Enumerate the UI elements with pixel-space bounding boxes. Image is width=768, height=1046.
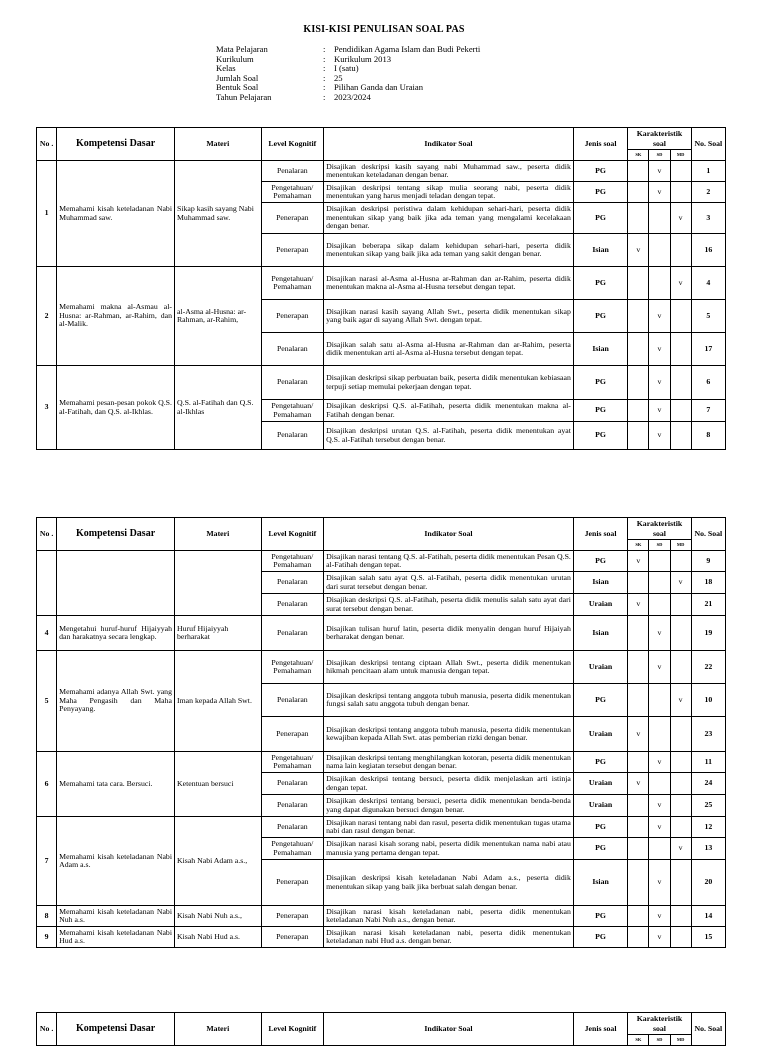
col-header-level: Level Kognitif [261,518,323,551]
md-check-cell [670,400,691,422]
no-soal-cell: 11 [691,752,725,773]
meta-colon: : [323,53,326,64]
no-soal-cell: 13 [691,838,725,860]
sk-check-cell [628,267,649,300]
sk-check-cell [628,906,649,927]
col-header-karakteristik: Karakteristik soal [628,1013,691,1035]
md-check-cell [670,817,691,838]
table-row [37,616,726,651]
jenis-soal-cell: Isian [573,860,627,906]
col-header-karakteristik: Karakteristik soal [628,518,691,540]
sd-check-cell [649,838,670,860]
indikator-soal-cell: Disajikan beberapa sikap dalam kehidupan sehari-hari, peserta didik menentukan sikap yang baik jika ada teman yang sakit dengan benar. [324,234,574,267]
md-check-cell [670,594,691,616]
level-kognitif-cell: Pengetahuan/ Pemahaman [261,267,323,300]
level-kognitif-cell: Penalaran [261,333,323,366]
grid-table-1 [36,127,726,450]
sd-check-cell [649,773,670,795]
sk-check-cell: v [628,594,649,616]
table-row [37,906,726,927]
col-header-karakteristik: Karakteristik soal [628,128,691,150]
sd-check-cell: v [649,860,670,906]
jenis-soal-cell: PG [573,422,627,450]
indikator-soal-cell: Disajikan deskripsi peristiwa dalam kehidupan sehari-hari, peserta didik menentukan sikap yang baik jika ada teman yang mengalami kecelakaan dengan benar. [324,203,574,234]
meta-label: Jumlah Soal [216,72,259,83]
md-check-cell [670,551,691,572]
kompetensi-dasar-cell: Memahami pesan-pesan pokok Q.S. al-Fatihah, dan Q.S. al-Ikhlas. [57,366,175,450]
materi-cell: al-Asma al-Husna: ar-Rahman, ar-Rahim, [174,267,261,366]
col-header-md: MD [670,540,691,551]
level-kognitif-cell: Penalaran [261,422,323,450]
no-soal-cell: 6 [691,366,725,400]
indikator-soal-cell: Disajikan deskripsi Q.S. al-Fatihah, peserta didik menentukan makna al-Fatihah dengan benar. [324,400,574,422]
indikator-soal-cell: Disajikan deskripsi urutan Q.S. al-Fatihah, peserta didik menentukan ayat Q.S. al-Fatihah tersebut dengan benar. [324,422,574,450]
materi-cell: Kisah Nabi Nuh a.s., [174,906,261,927]
no-soal-cell: 10 [691,684,725,717]
col-header-kd: Kompetensi Dasar [57,518,175,551]
md-check-cell [670,333,691,366]
sk-check-cell [628,616,649,651]
sd-check-cell: v [649,906,670,927]
no-soal-cell: 21 [691,594,725,616]
jenis-soal-cell: Isian [573,333,627,366]
col-header-no-soal: No. Soal [691,1013,725,1046]
md-check-cell [670,422,691,450]
md-check-cell [670,651,691,684]
md-check-cell [670,234,691,267]
table-row [37,366,726,400]
no-soal-cell: 23 [691,717,725,752]
no-soal-cell: 25 [691,795,725,817]
sd-check-cell: v [649,616,670,651]
no-soal-cell: 4 [691,267,725,300]
sk-check-cell [628,422,649,450]
level-kognitif-cell: Pengetahuan/ Pemahaman [261,551,323,572]
kompetensi-dasar-cell: Memahami tata cara. Bersuci. [57,752,175,817]
col-header-no: No . [37,518,57,551]
col-header-no: No . [37,128,57,161]
table-row [37,267,726,300]
kompetensi-dasar-cell: Memahami kisah keteladanan Nabi Muhammad saw. [57,161,175,267]
level-kognitif-cell: Penalaran [261,817,323,838]
grid-table-3-header [36,1012,726,1046]
level-kognitif-cell: Pengetahuan/ Pemahaman [261,651,323,684]
meta-colon: : [323,63,326,74]
level-kognitif-cell: Penalaran [261,616,323,651]
meta-colon: : [323,44,326,54]
level-kognitif-cell: Penerapan [261,717,323,752]
col-header-indikator: Indikator Soal [324,128,574,161]
sd-check-cell [649,267,670,300]
level-kognitif-cell: Pengetahuan/ Pemahaman [261,838,323,860]
col-header-jenis: Jenis soal [573,128,627,161]
indikator-soal-cell: Disajikan narasi al-Asma al-Husna ar-Rahman dan ar-Rahim, peserta didik menentukan makna al-Asma al-Husna tersebut dengan tepat. [324,267,574,300]
materi-cell: Huruf Hijaiyyah berharakat [174,616,261,651]
sk-check-cell [628,817,649,838]
no-soal-cell: 7 [691,400,725,422]
materi-cell: Iman kepada Allah Swt. [174,651,261,752]
md-check-cell [670,161,691,182]
sd-check-cell: v [649,161,670,182]
level-kognitif-cell: Penalaran [261,773,323,795]
indikator-soal-cell: Disajikan deskripsi tentang sikap mulia seorang nabi, peserta didik menentukan yang harus menjadi teladan dengan tepat. [324,182,574,203]
md-check-cell: v [670,572,691,594]
kd-number: 9 [37,927,57,948]
sd-check-cell [649,594,670,616]
md-check-cell [670,795,691,817]
kompetensi-dasar-cell [57,551,175,616]
indikator-soal-cell: Disajikan deskripsi kisah keteladanan Nabi Adam a.s., peserta didik menentukan sikap yang baik jika berbuat salah dengan benar. [324,860,574,906]
meta-colon: : [323,72,326,83]
sk-check-cell: v [628,551,649,572]
level-kognitif-cell: Penalaran [261,795,323,817]
no-soal-cell: 1 [691,161,725,182]
jenis-soal-cell: PG [573,182,627,203]
md-check-cell: v [670,684,691,717]
jenis-soal-cell: Uraian [573,651,627,684]
table-row [37,817,726,838]
indikator-soal-cell: Disajikan salah satu ayat Q.S. al-Fatihah, peserta didik menentukan urutan dari surat tersebut dengan benar. [324,572,574,594]
meta-value: 25 [334,72,343,83]
no-soal-cell: 12 [691,817,725,838]
document-meta [216,45,480,103]
indikator-soal-cell: Disajikan deskripsi tentang anggota tubuh manusia, peserta didik menentukan fungsi salah satu anggota tubuh dengan benar. [324,684,574,717]
sd-check-cell: v [649,366,670,400]
sd-check-cell [649,234,670,267]
col-header-materi: Materi [174,518,261,551]
kd-number: 3 [37,366,57,450]
md-check-cell [670,906,691,927]
col-header-sk: SK [628,540,649,551]
table-row [37,551,726,572]
kompetensi-dasar-cell: Memahami kisah keteladanan Nabi Adam a.s. [57,817,175,906]
meta-row [216,93,480,103]
meta-label: Tahun Pelajaran [216,91,272,102]
materi-cell: Ketentuan bersuci [174,752,261,817]
jenis-soal-cell: Uraian [573,717,627,752]
md-check-cell [670,300,691,333]
col-header-indikator: Indikator Soal [324,1013,574,1046]
col-header-materi: Materi [174,128,261,161]
sk-check-cell [628,300,649,333]
no-soal-cell: 2 [691,182,725,203]
indikator-soal-cell: Disajikan deskripsi tentang bersuci, peserta didik menjelaskan arti istinja dengan tepat. [324,773,574,795]
meta-value: Pilihan Ganda dan Uraian [334,82,424,93]
level-kognitif-cell: Pengetahuan/ Pemahaman [261,752,323,773]
kd-number: 7 [37,817,57,906]
sk-check-cell [628,203,649,234]
col-header-jenis: Jenis soal [573,1013,627,1046]
md-check-cell: v [670,838,691,860]
no-soal-cell: 8 [691,422,725,450]
level-kognitif-cell: Penalaran [261,161,323,182]
jenis-soal-cell: Isian [573,572,627,594]
col-header-materi: Materi [174,1013,261,1046]
kd-number: 4 [37,616,57,651]
sk-check-cell [628,161,649,182]
indikator-soal-cell: Disajikan deskripsi tentang anggota tubuh manusia, peserta didik menentukan kewajiban kepada Allah Swt. atas pemberian rizki dengan benar. [324,717,574,752]
kompetensi-dasar-cell: Memahami makna al-Asmau al-Husna: ar-Rahman, ar-Rahim, dan al-Malik. [57,267,175,366]
indikator-soal-cell: Disajikan deskripsi Q.S. al-Fatihah, peserta didik menulis salah satu ayat dari surat tersebut dengan benar. [324,594,574,616]
col-header-sd: SD [649,150,670,161]
jenis-soal-cell: Uraian [573,773,627,795]
md-check-cell [670,927,691,948]
jenis-soal-cell: Uraian [573,594,627,616]
col-header-sd: SD [649,540,670,551]
jenis-soal-cell: PG [573,927,627,948]
jenis-soal-cell: PG [573,684,627,717]
sk-check-cell [628,182,649,203]
sk-check-cell: v [628,773,649,795]
sd-check-cell: v [649,752,670,773]
kd-number: 5 [37,651,57,752]
sd-check-cell: v [649,182,670,203]
col-header-sk: SK [628,150,649,161]
sk-check-cell [628,795,649,817]
level-kognitif-cell: Penalaran [261,684,323,717]
sd-check-cell [649,203,670,234]
col-header-indikator: Indikator Soal [324,518,574,551]
sd-check-cell: v [649,817,670,838]
col-header-no-soal: No. Soal [691,128,725,161]
md-check-cell [670,717,691,752]
sk-check-cell [628,400,649,422]
indikator-soal-cell: Disajikan narasi tentang nabi dan rasul, peserta didik menentukan tugas utama nabi dan rasul dengan benar. [324,817,574,838]
sd-check-cell [649,551,670,572]
meta-value: 2023/2024 [334,91,371,102]
jenis-soal-cell: PG [573,161,627,182]
md-check-cell [670,366,691,400]
no-soal-cell: 22 [691,651,725,684]
sk-check-cell [628,860,649,906]
indikator-soal-cell: Disajikan deskripsi sikap perbuatan baik, peserta didik menentukan kebiasaan terpuji setiap memulai pekerjaan dengan tepat. [324,366,574,400]
sd-check-cell: v [649,651,670,684]
sk-check-cell [628,333,649,366]
no-soal-cell: 24 [691,773,725,795]
sk-check-cell: v [628,717,649,752]
document-title: KISI-KISI PENULISAN SOAL PAS [303,24,465,35]
col-header-level: Level Kognitif [261,128,323,161]
level-kognitif-cell: Penerapan [261,860,323,906]
meta-value: Pendidikan Agama Islam dan Budi Pekerti [334,44,481,54]
jenis-soal-cell: PG [573,906,627,927]
no-soal-cell: 17 [691,333,725,366]
no-soal-cell: 20 [691,860,725,906]
kompetensi-dasar-cell: Mengetahui huruf-huruf Hijaiyyah dan harakatnya secara lengkap. [57,616,175,651]
level-kognitif-cell: Penerapan [261,234,323,267]
md-check-cell [670,752,691,773]
table-row [37,927,726,948]
col-header-no-soal: No. Soal [691,518,725,551]
indikator-soal-cell: Disajikan deskripsi tentang menghilangkan kotoran, peserta didik menentukan nama lain kegiatan tersebut dengan benar. [324,752,574,773]
level-kognitif-cell: Pengetahuan/ Pemahaman [261,182,323,203]
level-kognitif-cell: Penerapan [261,203,323,234]
md-check-cell: v [670,203,691,234]
no-soal-cell: 5 [691,300,725,333]
materi-cell [174,551,261,616]
jenis-soal-cell: PG [573,752,627,773]
kompetensi-dasar-cell: Memahami kisah keteladanan Nabi Hud a.s. [57,927,175,948]
col-header-kd: Kompetensi Dasar [57,1013,175,1046]
kd-number [37,551,57,616]
jenis-soal-cell: Uraian [573,795,627,817]
jenis-soal-cell: Isian [573,616,627,651]
col-header-no: No . [37,1013,57,1046]
sd-check-cell: v [649,795,670,817]
indikator-soal-cell: Disajikan narasi kisah sorang nabi, peserta didik menentukan nama nabi atau manusia yang pertama dengan tepat. [324,838,574,860]
jenis-soal-cell: Isian [573,234,627,267]
col-header-sk: SK [628,1035,649,1046]
level-kognitif-cell: Pengetahuan/ Pemahaman [261,400,323,422]
md-check-cell [670,773,691,795]
kompetensi-dasar-cell: Memahami adanya Allah Swt. yang Maha Pengasih dan Maha Penyayang. [57,651,175,752]
col-header-kd: Kompetensi Dasar [57,128,175,161]
kd-number: 1 [37,161,57,267]
sd-check-cell: v [649,422,670,450]
jenis-soal-cell: PG [573,817,627,838]
sd-check-cell [649,572,670,594]
indikator-soal-cell: Disajikan deskripsi tentang ciptaan Allah Swt., peserta didik menentukan hikmah pencitaan alam untuk manusia dengan tepat. [324,651,574,684]
indikator-soal-cell: Disajikan deskripsi kasih sayang nabi Muhammad saw., peserta didik menentukan keteladanan dengan benar. [324,161,574,182]
table-row [37,161,726,182]
jenis-soal-cell: PG [573,400,627,422]
sk-check-cell [628,838,649,860]
meta-label: Mata Pelajaran [216,44,268,54]
meta-value: Kurikulum 2013 [334,53,392,64]
sk-check-cell: v [628,234,649,267]
meta-value: I (satu) [334,63,359,74]
no-soal-cell: 15 [691,927,725,948]
jenis-soal-cell: PG [573,300,627,333]
materi-cell: Kisah Nabi Adam a.s., [174,817,261,906]
jenis-soal-cell: PG [573,366,627,400]
sk-check-cell [628,752,649,773]
level-kognitif-cell: Penerapan [261,927,323,948]
no-soal-cell: 19 [691,616,725,651]
md-check-cell [670,616,691,651]
sk-check-cell [628,927,649,948]
indikator-soal-cell: Disajikan narasi tentang Q.S. al-Fatihah, peserta didik menentukan Pesan Q.S. al-Fatihah dengan tepat. [324,551,574,572]
level-kognitif-cell: Penalaran [261,366,323,400]
indikator-soal-cell: Disajikan deskripsi tentang bersuci, peserta didik menentukan benda-benda yang dapat digunakan bersuci dengan benar. [324,795,574,817]
md-check-cell [670,860,691,906]
materi-cell: Kisah Nabi Hud a.s. [174,927,261,948]
sk-check-cell [628,684,649,717]
kd-number: 8 [37,906,57,927]
meta-colon: : [323,82,326,93]
jenis-soal-cell: PG [573,267,627,300]
indikator-soal-cell: Disajikan narasi kasih sayang Allah Swt., peserta didik menentukan sikap yang baik agar di sayang Allah Swt. dengan tepat. [324,300,574,333]
sd-check-cell: v [649,300,670,333]
indikator-soal-cell: Disajikan narasi kisah keteladanan nabi, peserta didik menentukan keteladanan Nabi Nuh a.s., dengan benar. [324,906,574,927]
col-header-sd: SD [649,1035,670,1046]
jenis-soal-cell: PG [573,203,627,234]
col-header-md: MD [670,150,691,161]
table-row [37,651,726,684]
col-header-md: MD [670,1035,691,1046]
sd-check-cell [649,717,670,752]
no-soal-cell: 9 [691,551,725,572]
jenis-soal-cell: PG [573,551,627,572]
md-check-cell [670,182,691,203]
meta-label: Kurikulum [216,53,254,64]
no-soal-cell: 18 [691,572,725,594]
sk-check-cell [628,366,649,400]
sd-check-cell: v [649,333,670,366]
materi-cell: Sikap kasih sayang Nabi Muhammad saw. [174,161,261,267]
level-kognitif-cell: Penerapan [261,906,323,927]
sd-check-cell [649,684,670,717]
materi-cell: Q.S. al-Fatihah dan Q.S. al-Ikhlas [174,366,261,450]
kd-number: 6 [37,752,57,817]
no-soal-cell: 3 [691,203,725,234]
level-kognitif-cell: Penalaran [261,572,323,594]
grid-table-2 [36,517,726,948]
table-row [37,752,726,773]
sk-check-cell [628,572,649,594]
sd-check-cell: v [649,400,670,422]
col-header-jenis: Jenis soal [573,518,627,551]
meta-label: Bentuk Soal [216,82,259,93]
md-check-cell: v [670,267,691,300]
indikator-soal-cell: Disajikan tulisan huruf latin, peserta didik menyalin dengan huruf Hijaiyah berharakat dengan benar. [324,616,574,651]
indikator-soal-cell: Disajikan narasi kisah keteladanan nabi, peserta didik menentukan keteladanan nabi Hud a.s. dengan benar. [324,927,574,948]
indikator-soal-cell: Disajikan salah satu al-Asma al-Husna ar-Rahman dan ar-Rahim, peserta didik menentukan arti al-Asma al-Husna tersebut dengan tepat. [324,333,574,366]
level-kognitif-cell: Penalaran [261,594,323,616]
sk-check-cell [628,651,649,684]
kompetensi-dasar-cell: Memahami kisah keteladanan Nabi Nuh a.s. [57,906,175,927]
no-soal-cell: 16 [691,234,725,267]
sd-check-cell: v [649,927,670,948]
meta-colon: : [323,91,326,102]
jenis-soal-cell: PG [573,838,627,860]
level-kognitif-cell: Penerapan [261,300,323,333]
no-soal-cell: 14 [691,906,725,927]
col-header-level: Level Kognitif [261,1013,323,1046]
kd-number: 2 [37,267,57,366]
meta-label: Kelas [216,63,236,74]
